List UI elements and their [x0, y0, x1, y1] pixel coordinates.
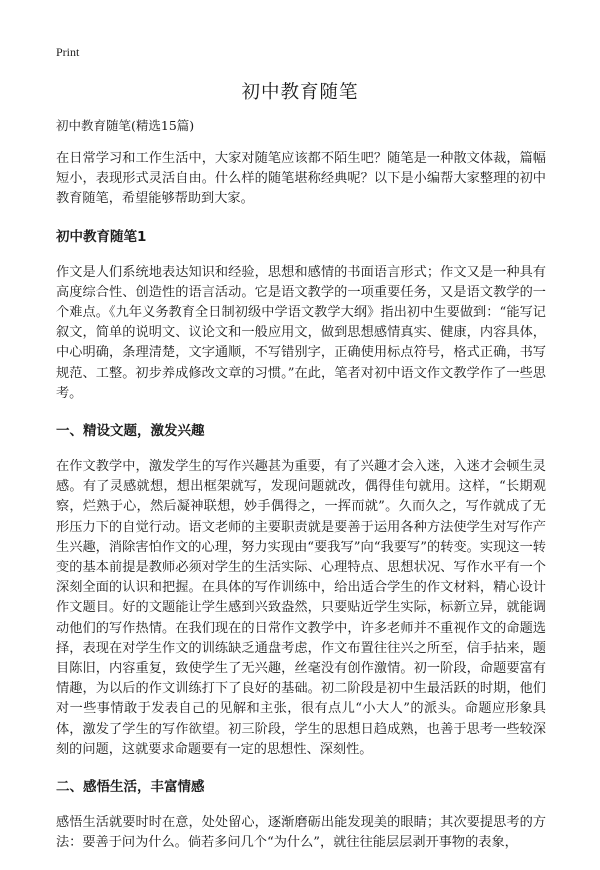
essay-paragraph: 作文是人们系统地表达知识和经验，思想和感情的书面语言形式；作文又是一种具有高度综合性、创造性的语言活动。它是语文教学的一项重要任务，又是语文教学的一个难点。《九年义务教育全日制初级中学语文教学大纲》指出初中生要做到：“能写记叙文，简单的说明文、议论文和一般应用文，做到思想感情真实、健康，内容具体，中心明确，条理清楚，文字通顺，不写错别字，正确使用标点符号，格式正确，书写规范、工整。初步养成修改文章的习惯。”在此，笔者对初中语文作文教学作了一些思考。 — [56, 264, 546, 401]
print-link[interactable]: Print — [56, 45, 80, 59]
article-body — [56, 116, 546, 870]
section-heading-2: 二、感悟生活，丰富情感 — [56, 779, 205, 796]
essay-heading: 初中教育随笔1 — [56, 228, 147, 245]
page-title: 初中教育随笔 — [241, 82, 359, 103]
article-subtitle: 初中教育随笔(精选15篇) — [56, 118, 195, 133]
section-heading-1: 一、精设文题，激发兴趣 — [56, 423, 205, 440]
intro-paragraph: 在日常学习和工作生活中，大家对随笔应该都不陌生吧？随笔是一种散文体裁，篇幅短小，表现形式灵活自由。什么样的随笔堪称经典呢？以下是小编帮大家整理的初中教育随笔，希望能够帮助到大家。 — [56, 151, 546, 207]
section-paragraph-1: 在作文教学中，激发学生的写作兴趣甚为重要，有了兴趣才会入迷，入迷才会顿生灵感。有了灵感就想，想出框架就写，发现问题就改，偶得佳句就用。这样，“长期观察，烂熟于心，然后凝神联想，妙手偶得之，一挥而就”。久而久之，写作就成了无形压力下的自觉行动。语文老师的主要职责就是要善于运用各种方法使学生对写作产生兴趣，消除害怕作文的心理，努力实现由“要我写”向“我要写”的转变。实现这一转变的基本前提是教师必须对学生的生活实际、心理特点、思想状况、写作水平有一个深刻全面的认识和把握。在具体的写作训练中，给出适合学生的作文材料，精心设计作文题目。好的文题能让学生感到兴致盎然，只要贴近学生实际，标新立异，就能调动他们的写作热情。在我们现在的日常作文教学中，许多老师并不重视作文的命题选择，表现在对学生作文的训练缺乏通盘考虑，作文布置往往兴之所至，信手拈来，题目陈旧，内容重复，致使学生了无兴趣，丝毫没有创作激情。初一阶段，命题要富有情趣，为以后的作文训练打下了良好的基础。初二阶段是初中生最活跃的时期，他们对一些事情敢于发表自己的见解和主张，很有点儿“小大人”的派头。命题应形象具体，激发了学生的写作欲望。初三阶段，学生的思想日趋成熟，也善于思考一些较深刻的问题，这就要求命题要有一定的思想性、深刻性。 — [56, 459, 546, 757]
section-paragraph-2: 感悟生活就要时时在意，处处留心，逐渐磨砺出能发现美的眼睛；其次要提思考的方法：要善于问为什么。倘若多问几个“为什么”，就往往能层层剥开事物的表象， — [56, 815, 546, 851]
